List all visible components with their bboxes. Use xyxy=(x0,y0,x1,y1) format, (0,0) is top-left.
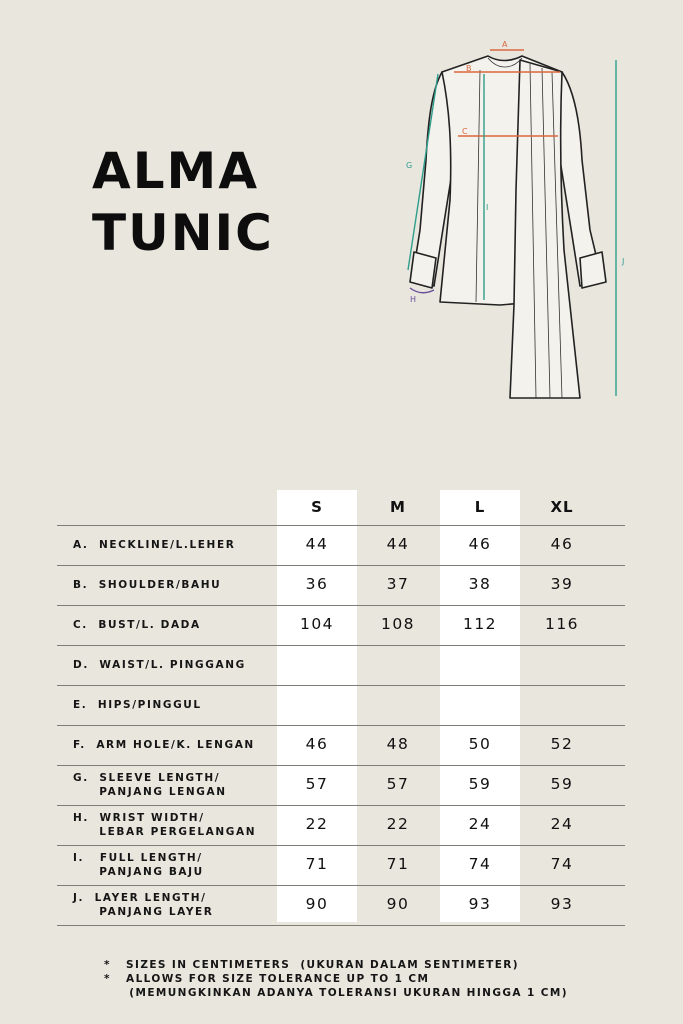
table-cell: 71 xyxy=(386,855,410,873)
row-label: E. HIPS/PINGGUL xyxy=(73,699,202,711)
label-g: G xyxy=(406,161,413,170)
row-divider xyxy=(57,725,625,726)
size-header-l: L xyxy=(474,498,486,516)
row-label: C. BUST/L. DADA xyxy=(73,619,201,631)
footnotes xyxy=(104,958,568,1000)
row-divider xyxy=(57,685,625,686)
table-cell: 90 xyxy=(386,895,410,913)
right-cuff xyxy=(580,252,606,288)
row-divider xyxy=(57,805,625,806)
note-3: (MEMUNGKINKAN ADANYA TOLERANSI UKURAN HINGGA 1 CM) xyxy=(104,987,568,999)
tunic-sketch xyxy=(380,30,650,410)
table-cell: 46 xyxy=(550,535,574,553)
size-header-xl: XL xyxy=(550,498,574,516)
table-cell: 112 xyxy=(462,615,498,633)
row-divider xyxy=(57,925,625,926)
table-cell: 108 xyxy=(380,615,416,633)
table-cell: 36 xyxy=(305,575,329,593)
table-cell: 57 xyxy=(386,775,410,793)
table-cell: 38 xyxy=(468,575,492,593)
label-h: H xyxy=(410,295,417,304)
label-b: B xyxy=(466,64,472,73)
table-cell: 104 xyxy=(299,615,335,633)
table-cell: 93 xyxy=(468,895,492,913)
row-label: F. ARM HOLE/K. LENGAN xyxy=(73,739,255,751)
left-cuff xyxy=(410,252,436,288)
row-divider xyxy=(57,765,625,766)
row-label: D. WAIST/L. PINGGANG xyxy=(73,659,246,671)
row-label: G. SLEEVE LENGTH/ PANJANG LENGAN xyxy=(73,772,227,798)
table-cell: 37 xyxy=(386,575,410,593)
note-1: * SIZES IN CENTIMETERS (UKURAN DALAM SENTIMETER) xyxy=(104,959,519,971)
table-cell: 44 xyxy=(305,535,329,553)
table-cell: 116 xyxy=(544,615,580,633)
row-label: A. NECKLINE/L.LEHER xyxy=(73,539,236,551)
label-c: C xyxy=(462,127,468,136)
row-divider xyxy=(57,845,625,846)
row-divider xyxy=(57,605,625,606)
label-i: I xyxy=(486,203,489,212)
label-j: J xyxy=(622,257,625,266)
title-line-2: TUNIC xyxy=(92,204,274,262)
title-line-1: ALMA xyxy=(92,142,260,200)
row-label: J. LAYER LENGTH/ PANJANG LAYER xyxy=(73,892,214,918)
table-cell: 93 xyxy=(550,895,574,913)
row-label: B. SHOULDER/BAHU xyxy=(73,579,222,591)
table-cell: 22 xyxy=(386,815,410,833)
row-label: I. FULL LENGTH/ PANJANG BAJU xyxy=(73,852,204,878)
table-cell: 57 xyxy=(305,775,329,793)
row-divider xyxy=(57,885,625,886)
row-divider xyxy=(57,525,625,526)
table-cell: 22 xyxy=(305,815,329,833)
table-cell: 48 xyxy=(386,735,410,753)
table-cell: 46 xyxy=(305,735,329,753)
table-cell: 74 xyxy=(468,855,492,873)
row-divider xyxy=(57,565,625,566)
table-cell: 59 xyxy=(550,775,574,793)
table-cell: 74 xyxy=(550,855,574,873)
table-cell: 24 xyxy=(468,815,492,833)
table-cell: 46 xyxy=(468,535,492,553)
note-2: * ALLOWS FOR SIZE TOLERANCE UP TO 1 CM xyxy=(104,973,430,985)
product-title xyxy=(92,140,274,264)
label-a: A xyxy=(502,40,508,49)
table-cell: 90 xyxy=(305,895,329,913)
table-cell: 24 xyxy=(550,815,574,833)
row-label: H. WRIST WIDTH/ LEBAR PERGELANGAN xyxy=(73,812,257,838)
table-cell: 39 xyxy=(550,575,574,593)
row-divider xyxy=(57,645,625,646)
table-cell: 59 xyxy=(468,775,492,793)
table-cell: 71 xyxy=(305,855,329,873)
size-header-m: M xyxy=(390,498,406,516)
table-cell: 44 xyxy=(386,535,410,553)
size-header-s: S xyxy=(311,498,323,516)
table-cell: 52 xyxy=(550,735,574,753)
table-cell: 50 xyxy=(468,735,492,753)
